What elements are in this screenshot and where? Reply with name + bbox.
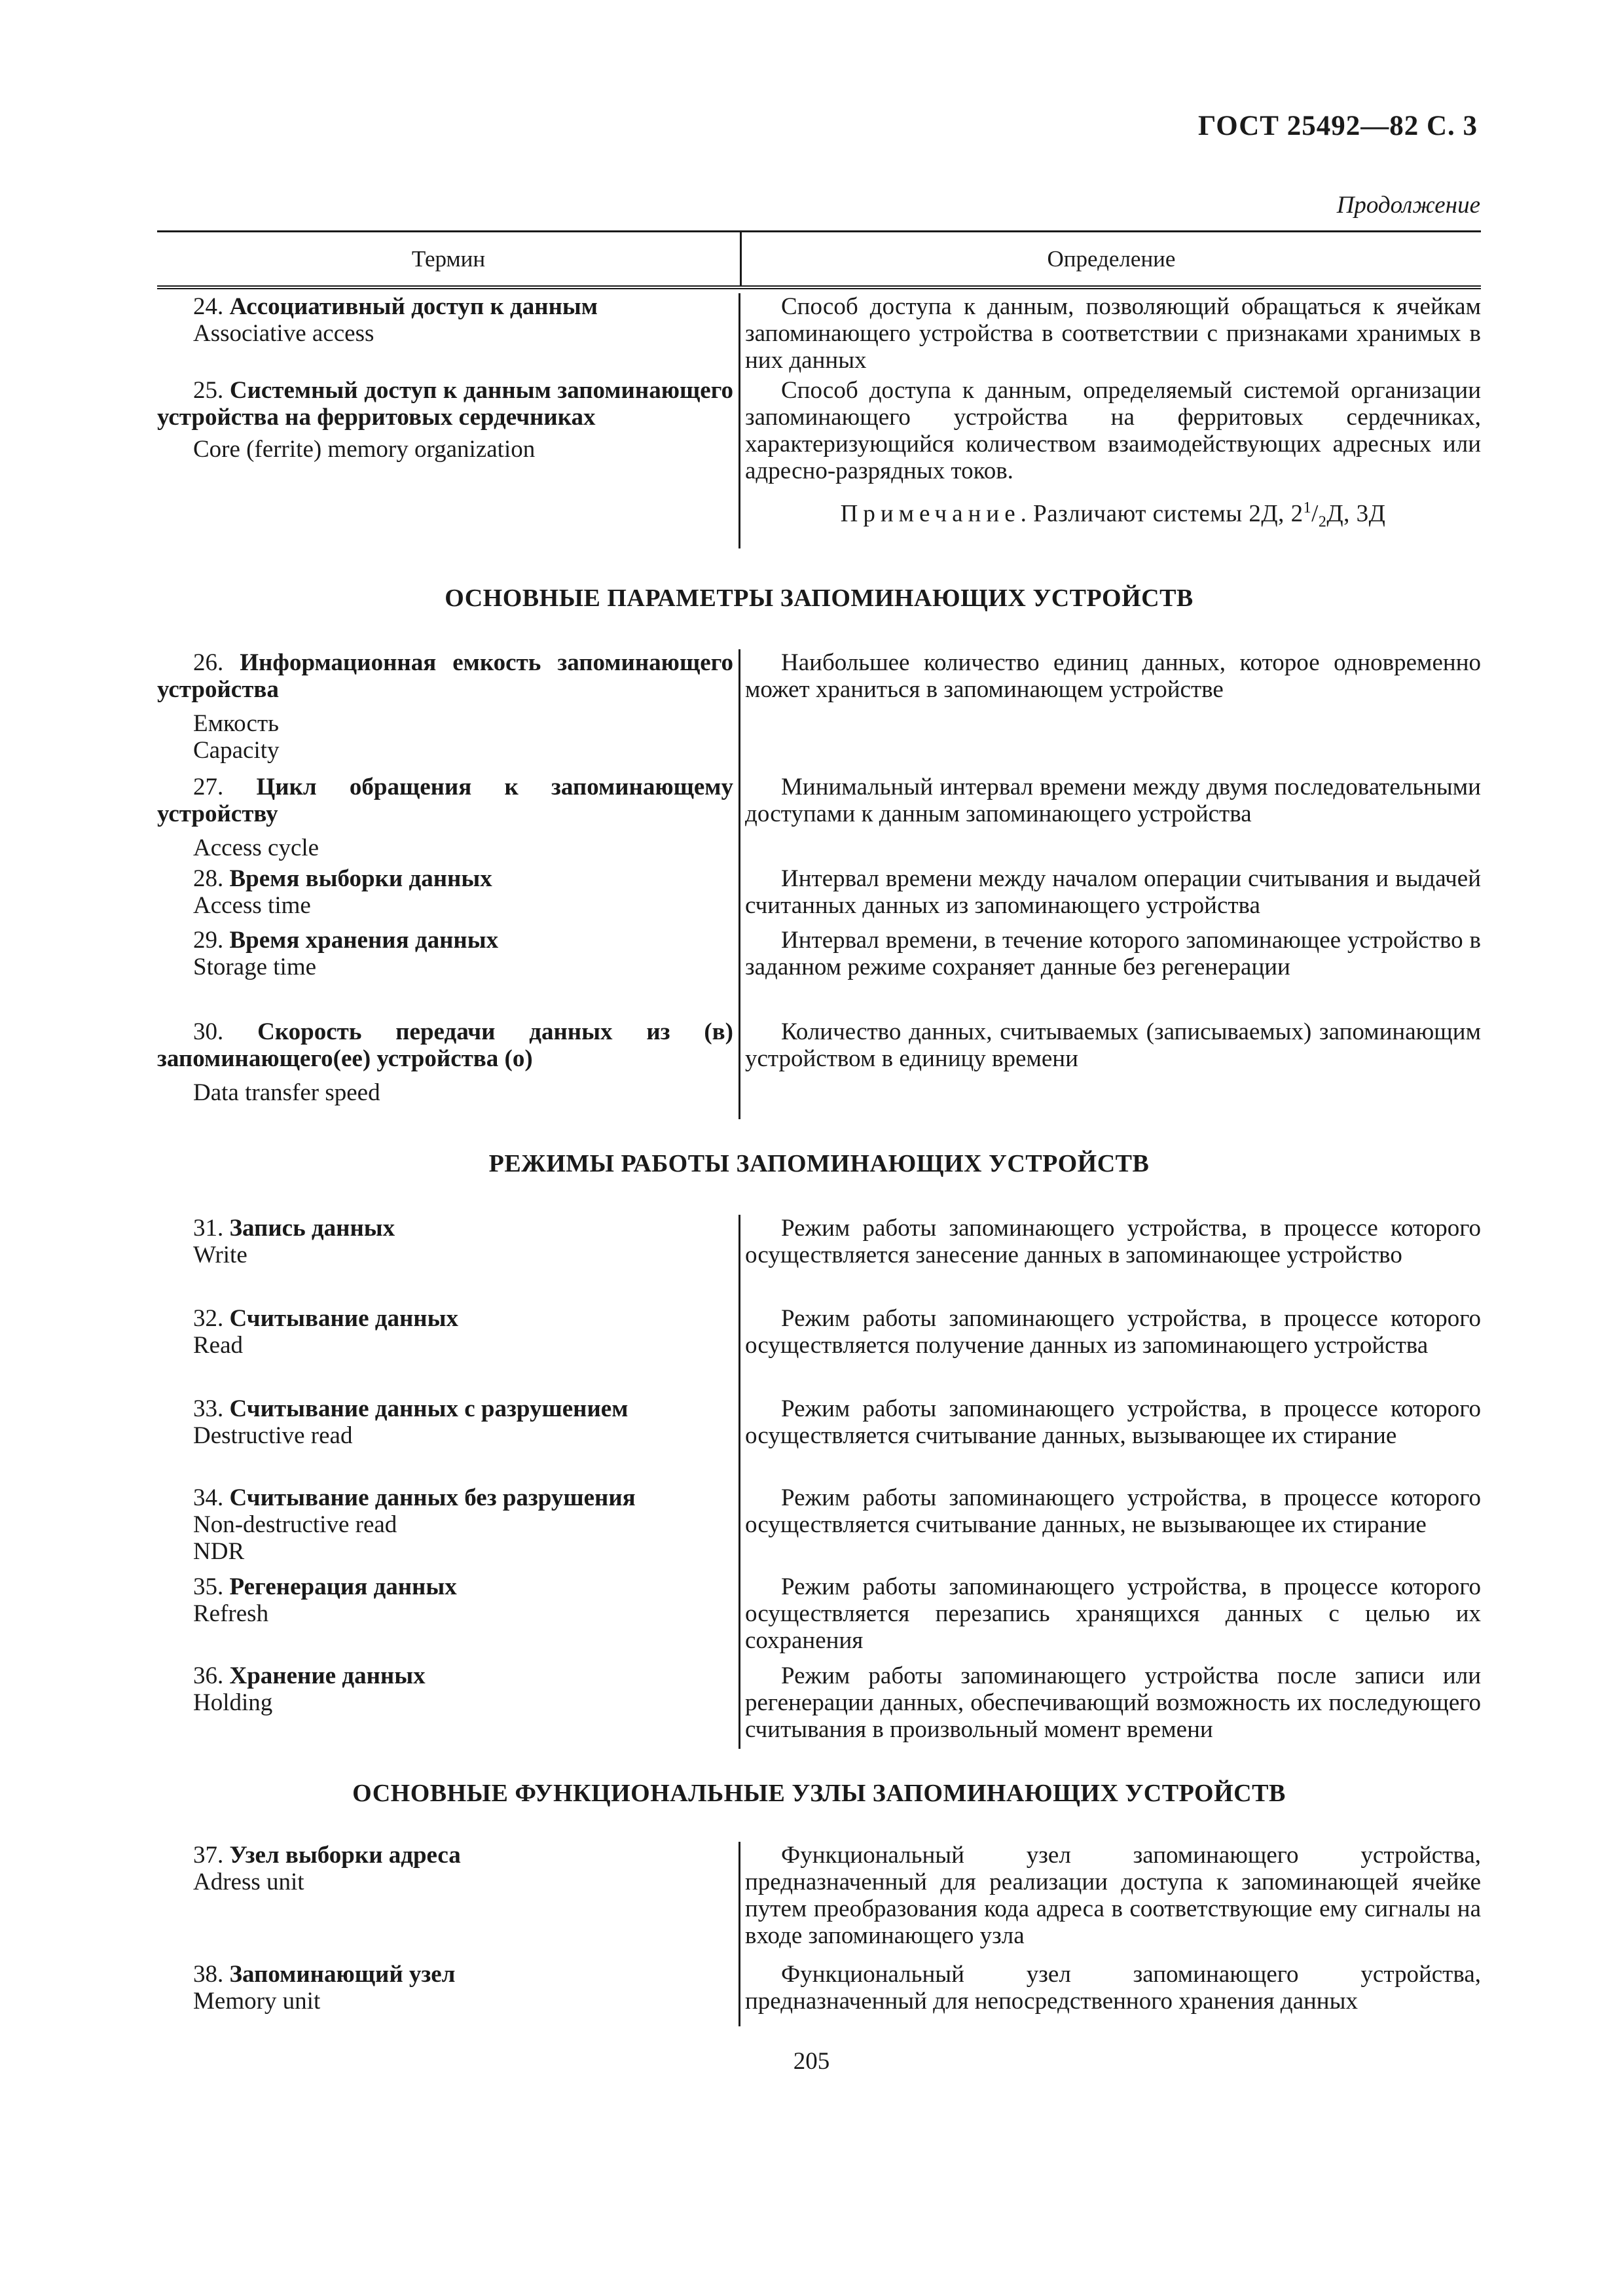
term-name: Запоминающий узел [229, 1961, 456, 1988]
term-cell: 30. Скорость передачи данных из (в) запоминающего(ее) устройства (о) Data transfer speed [157, 1018, 733, 1106]
term-name: Регенерация данных [229, 1573, 457, 1600]
term-cell: 37. Узел выборки адреса Adress unit [157, 1842, 733, 1961]
term-name: Хранение данных [229, 1662, 426, 1689]
term-name: Считывание данных [229, 1305, 459, 1332]
table-row [157, 1842, 1481, 1961]
definition-cell: Способ доступа к данным, определяемый системой организации запоминающего устройства на ферритовых сердечниках, характеризующийся количеством взаимодействующих адресных или адресно-разрядных токов. Примечание. Различают системы 2Д, $2^1/_2Д$, 3Д [745, 377, 1481, 536]
table-block-modes [157, 1215, 1481, 1749]
definition-cell: Режим работы запоминающего устройства, в процессе которого осуществляется считывание данных, вызывающее их стирание [745, 1395, 1481, 1449]
term-equivalent: Destructive read [193, 1422, 353, 1449]
definition-cell: Функциональный узел запоминающего устройства, предназначенный для реализации доступа к запоминающей ячейке путем преобразования кода адреса в соответствующие ему сигналы на входе запоминающего узла [745, 1842, 1481, 1949]
term-cell: 34. Считывание данных без разрушения Non-destructive read NDR [157, 1484, 733, 1573]
term-cell: 35. Регенерация данных Refresh [157, 1573, 733, 1662]
term-equivalent: Read [193, 1332, 244, 1359]
term-name: Время выборки данных [229, 865, 492, 892]
term-cell: 26. Информационная емкость запоминающего устройства Емкость Capacity [157, 649, 733, 764]
term-equivalent: Adress unit [193, 1869, 304, 1895]
term-cell: 28. Время выборки данных Access time [157, 865, 733, 927]
term-cell: 27. Цикл обращения к запоминающему устройству Access cycle [157, 774, 734, 861]
term-name: Время хранения данных [229, 927, 499, 954]
term-equivalent: Memory unit [193, 1988, 321, 2015]
table-block-parameters [157, 649, 1481, 1119]
table-row [157, 927, 1481, 1018]
table-row [157, 774, 1481, 865]
definition-cell: Режим работы запоминающего устройства, в процессе которого осуществляется считывание данных, не вызывающее их стирание [745, 1484, 1481, 1538]
table-row [157, 1215, 1481, 1305]
term-name: Информационная емкость запоминающего устройства [157, 649, 733, 703]
table-row [157, 1484, 1481, 1573]
table-row [157, 1961, 1481, 2022]
definition-cell: Наибольшее количество единиц данных, которое одновременно может храниться в запоминающем устройстве [745, 649, 1481, 703]
table-row [157, 649, 1481, 774]
definition-cell: Интервал времени между началом операции считывания и выдачей считанных данных из запоминающего устройства [745, 865, 1481, 919]
table-block-functional-units [157, 1842, 1481, 2026]
term-name: Запись данных [229, 1215, 395, 1242]
table-row [157, 1662, 1481, 1748]
note-text: Примечание. Различают системы 2Д, $2^1/_2Д$, 3Д [840, 499, 1386, 531]
definition-cell: Минимальный интервал времени между двумя последовательными доступами к данным запоминающего устройства [745, 774, 1481, 827]
term-equivalent: Access cycle [193, 834, 319, 861]
definition-cell: Режим работы запоминающего устройства, в процессе которого осуществляется получение данных из запоминающего устройства [745, 1305, 1481, 1359]
page-number: 205 [793, 2048, 830, 2075]
term-equivalent: Capacity [193, 737, 280, 764]
term-name: Цикл обращения к запоминающему устройству [157, 774, 734, 827]
definition-cell: Функциональный узел запоминающего устройства, предназначенный для непосредственного хранения данных [745, 1961, 1481, 2015]
definition-cell: Режим работы запоминающего устройства после записи или регенерации данных, обеспечивающий возможность их последующего считывания в произвольный момент времени [745, 1662, 1481, 1743]
table-row [157, 293, 1481, 377]
term-name: Узел выборки адреса [229, 1842, 461, 1869]
document-header: ГОСТ 25492—82 С. 3 [1197, 111, 1478, 141]
section-title-parameters: ОСНОВНЫЕ ПАРАМЕТРЫ ЗАПОМИНАЮЩИХ УСТРОЙСТВ [445, 584, 1194, 612]
column-header-term: Термин [157, 232, 742, 285]
continuation-label: Продолжение [1336, 192, 1480, 219]
table-header [157, 230, 1481, 289]
term-cell: 24. Ассоциативный доступ к данным Associative access [157, 293, 733, 377]
definition-cell: Способ доступа к данным, позволяющий обращаться к ячейкам запоминающего устройства в соответствии с признаками хранимых в них данных [745, 293, 1481, 374]
definition-cell: Интервал времени, в течение которого запоминающее устройство в заданном режиме сохраняет данные без регенерации [745, 927, 1481, 980]
term-equivalent: Holding [193, 1689, 273, 1716]
definition-cell: Количество данных, считываемых (записываемых) запоминающим устройством в единицу времени [745, 1018, 1481, 1072]
table-row [157, 865, 1481, 927]
term-cell: 33. Считывание данных с разрушением Destructive read [157, 1395, 733, 1484]
definition-cell: Режим работы запоминающего устройства, в процессе которого осуществляется занесение данных в запоминающее устройство [745, 1215, 1481, 1268]
term-equivalent: Core (ferrite) memory organization [193, 436, 536, 463]
term-equivalent: Write [193, 1242, 247, 1268]
section-title-functional-units: ОСНОВНЫЕ ФУНКЦИОНАЛЬНЫЕ УЗЛЫ ЗАПОМИНАЮЩИХ УСТРОЙСТВ [352, 1780, 1286, 1807]
table-row [157, 1305, 1481, 1395]
term-name: Считывание данных с разрушением [229, 1395, 629, 1422]
table-row [157, 1395, 1481, 1484]
term-name: Системный доступ к данным запоминающего устройства на ферритовых сердечниках [157, 377, 734, 431]
term-equivalent: Емкость [193, 710, 279, 737]
term-cell: 32. Считывание данных Read [157, 1305, 733, 1395]
term-equivalent: Access time [193, 892, 311, 919]
term-cell: 38. Запоминающий узел Memory unit [157, 1961, 733, 2022]
table-row [157, 1573, 1481, 1662]
term-equivalent: Storage time [193, 954, 317, 980]
table-row [157, 1018, 1481, 1110]
term-cell: 29. Время хранения данных Storage time [157, 927, 733, 1018]
term-equivalent: Refresh [193, 1600, 269, 1627]
term-equivalent: Associative access [193, 320, 374, 347]
term-equivalent: NDR [193, 1538, 245, 1565]
definition-cell: Режим работы запоминающего устройства, в процессе которого осуществляется перезапись хранящихся данных с целью их сохранения [745, 1573, 1481, 1654]
term-cell: 36. Хранение данных Holding [157, 1662, 733, 1748]
table-row [157, 377, 1481, 541]
term-name: Ассоциативный доступ к данным [229, 293, 598, 320]
term-equivalent: Data transfer speed [193, 1079, 380, 1106]
term-cell: 31. Запись данных Write [157, 1215, 733, 1305]
section-title-modes: РЕЖИМЫ РАБОТЫ ЗАПОМИНАЮЩИХ УСТРОЙСТВ [488, 1150, 1150, 1177]
term-cell: 25. Системный доступ к данным запоминающего устройства на ферритовых сердечниках Core (ferrite) memory organization [157, 377, 734, 463]
column-header-definition: Определение [1047, 245, 1176, 272]
term-equivalent: Non-destructive read [193, 1511, 397, 1538]
table-block-access [157, 293, 1481, 548]
term-name: Считывание данных без разрушения [229, 1484, 636, 1511]
term-name: Скорость передачи данных из (в) запоминающего(ее) устройства (о) [157, 1018, 733, 1072]
